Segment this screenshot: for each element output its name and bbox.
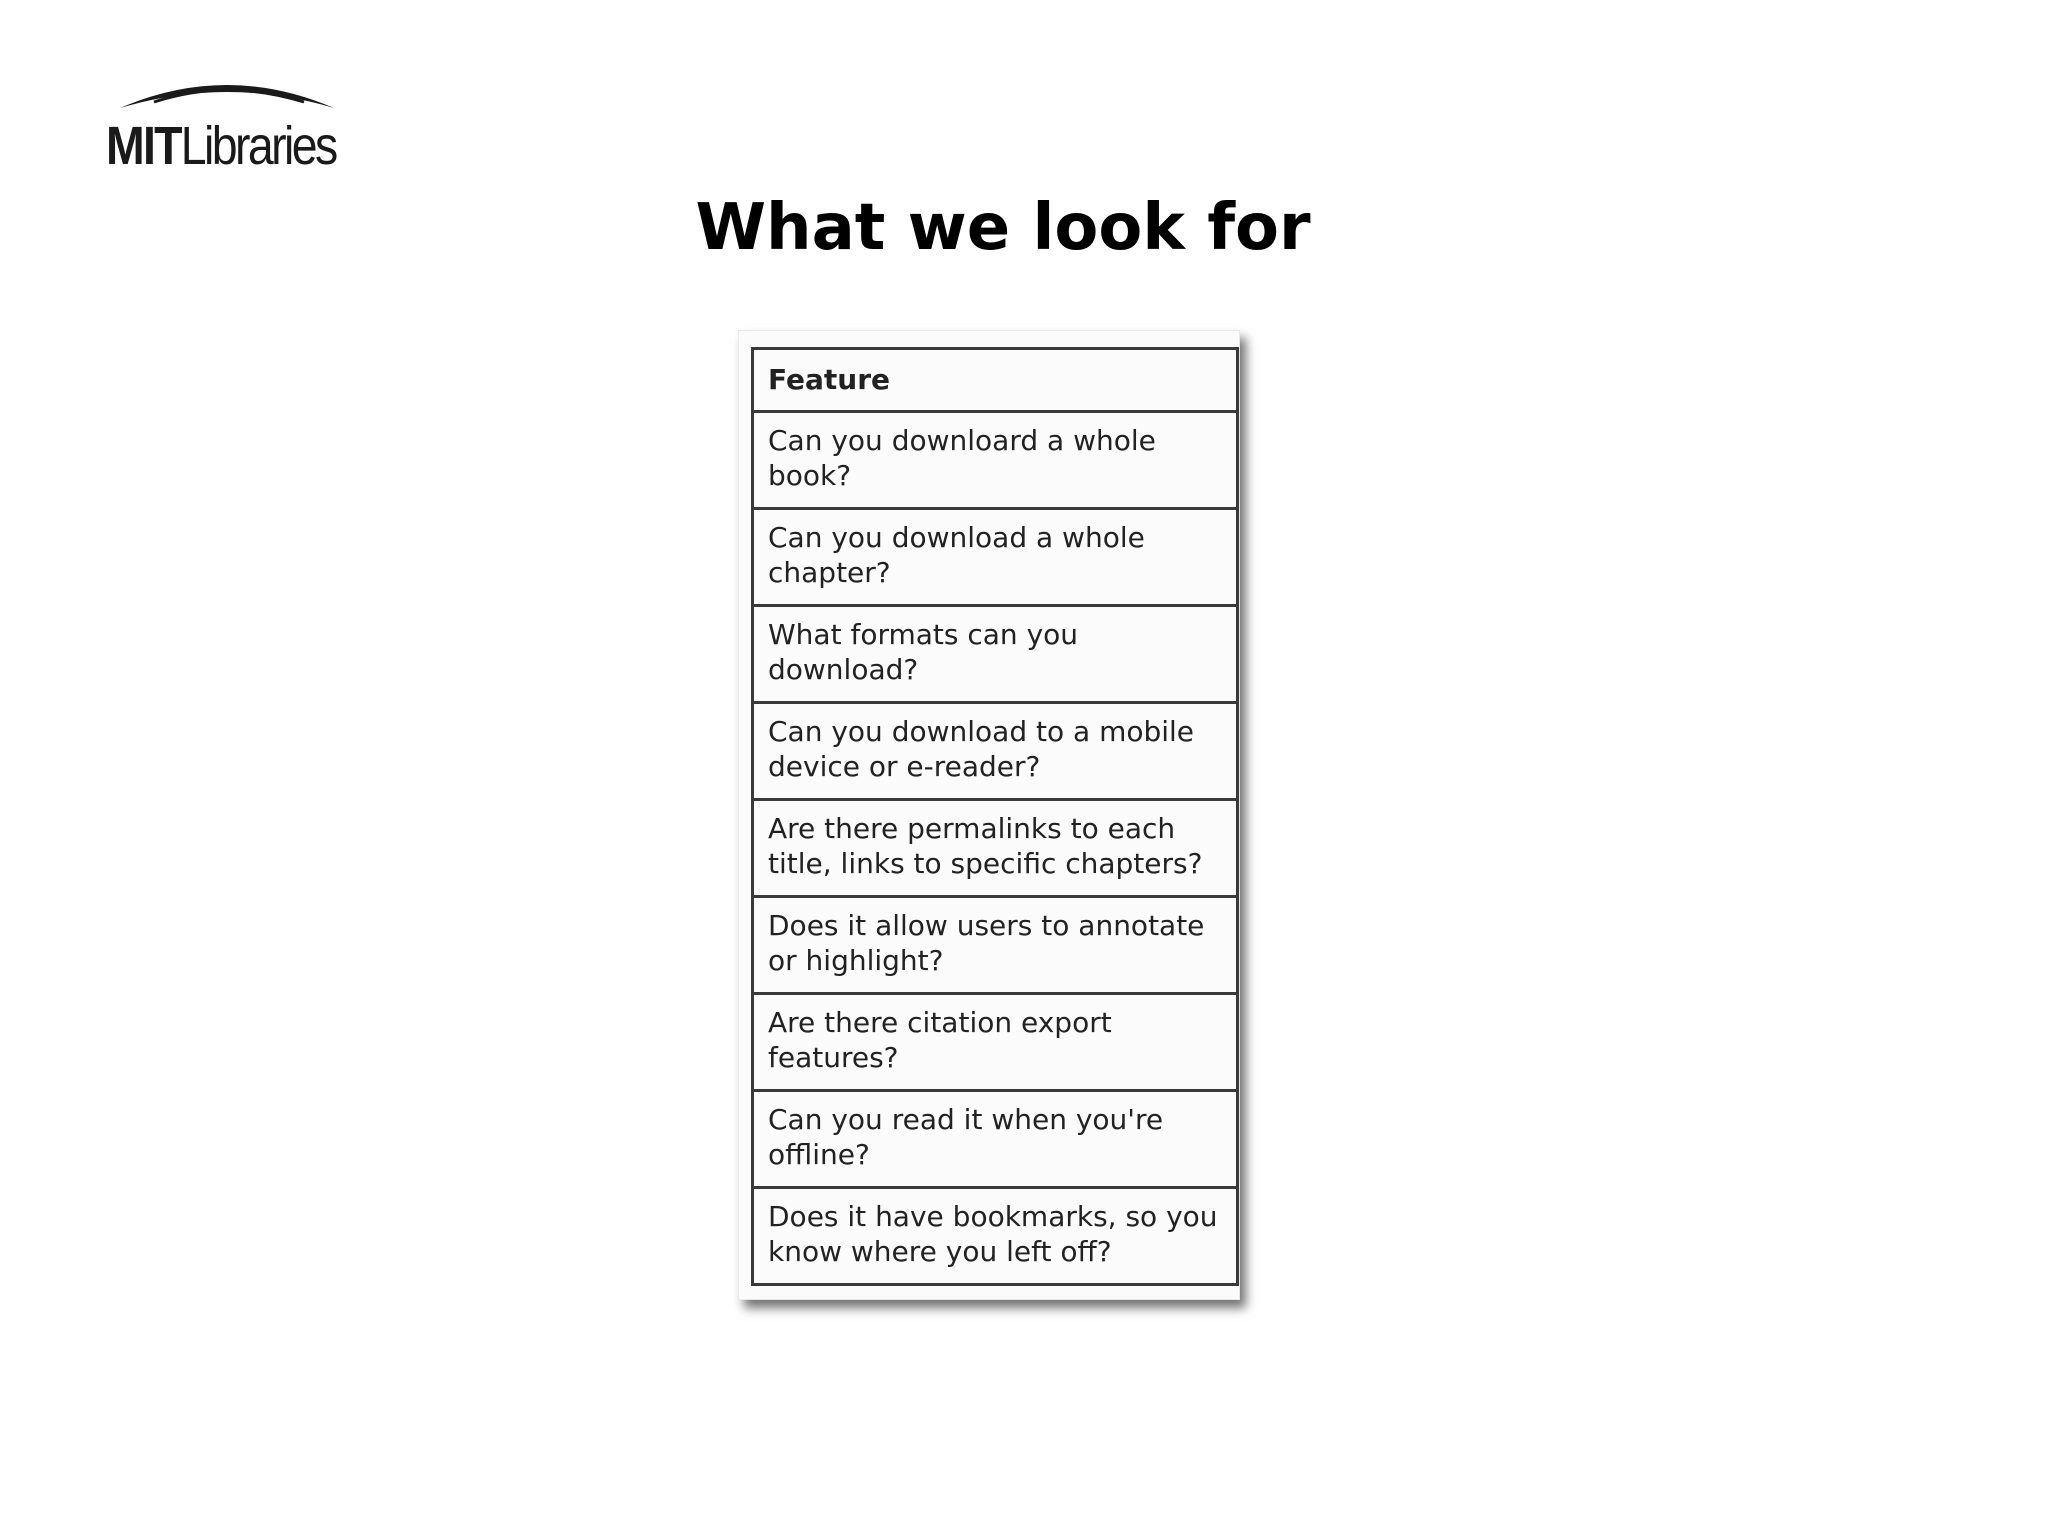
- table-header-feature: Feature: [753, 349, 1238, 412]
- logo-wordmark-mit: MIT: [106, 116, 181, 176]
- feature-table: [751, 347, 1239, 1286]
- table-cell: Can you download a whole chapter?: [753, 509, 1238, 606]
- table-cell: Are there permalinks to each title, links to specific chapters?: [753, 800, 1238, 897]
- logo-wordmark-libraries: Libraries: [180, 116, 336, 176]
- feature-table-image: [738, 330, 1240, 1300]
- table-cell: Are there citation export features?: [753, 994, 1238, 1091]
- logo-wordmark: [106, 116, 336, 176]
- page-title: What we look for: [695, 191, 1311, 265]
- table-row: [753, 1188, 1238, 1285]
- table-cell: Can you download to a mobile device or e-reader?: [753, 703, 1238, 800]
- table-row: [753, 509, 1238, 606]
- table-cell: Does it allow users to annotate or highlight?: [753, 897, 1238, 994]
- table-cell: Can you downloard a whole book?: [753, 412, 1238, 509]
- mit-libraries-logo: [106, 72, 350, 176]
- table-cell: What formats can you download?: [753, 606, 1238, 703]
- logo-arc-icon: [114, 72, 340, 116]
- table-header-row: [753, 349, 1238, 412]
- table-row: [753, 703, 1238, 800]
- table-row: [753, 897, 1238, 994]
- table-cell: Can you read it when you're offline?: [753, 1091, 1238, 1188]
- table-row: [753, 994, 1238, 1091]
- table-cell: Does it have bookmarks, so you know where you left off?: [753, 1188, 1238, 1285]
- table-row: [753, 606, 1238, 703]
- table-row: [753, 412, 1238, 509]
- table-row: [753, 1091, 1238, 1188]
- table-row: [753, 800, 1238, 897]
